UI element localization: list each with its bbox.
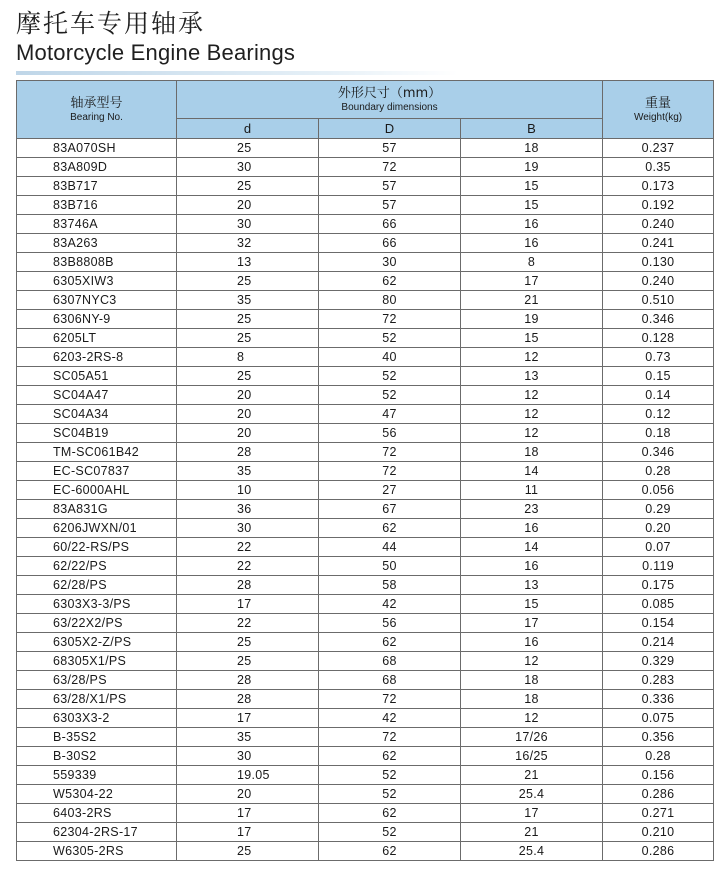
width-cell: 15: [461, 196, 603, 215]
width-cell: 16: [461, 557, 603, 576]
header-boundary-dimensions: [177, 81, 603, 119]
outer-diameter-cell: 57: [319, 177, 461, 196]
bearing-no-cell: 6303X3-2: [17, 709, 177, 728]
table-row: [17, 842, 714, 861]
inner-diameter-cell: 8: [177, 348, 319, 367]
weight-cell: 0.346: [603, 310, 714, 329]
outer-diameter-cell: 52: [319, 823, 461, 842]
width-cell: 11: [461, 481, 603, 500]
weight-cell: 0.173: [603, 177, 714, 196]
inner-diameter-cell: 28: [177, 671, 319, 690]
table-row: [17, 348, 714, 367]
outer-diameter-cell: 68: [319, 671, 461, 690]
bearing-no-cell: 83A263: [17, 234, 177, 253]
inner-diameter-cell: 35: [177, 291, 319, 310]
width-cell: 15: [461, 329, 603, 348]
table-row: [17, 272, 714, 291]
bearing-no-cell: 62/28/PS: [17, 576, 177, 595]
table-row: [17, 595, 714, 614]
bearing-no-cell: 83A809D: [17, 158, 177, 177]
width-cell: 16/25: [461, 747, 603, 766]
bearing-no-cell: 6305X2-Z/PS: [17, 633, 177, 652]
width-cell: 17: [461, 614, 603, 633]
table-row: [17, 519, 714, 538]
bearing-no-cell: 60/22-RS/PS: [17, 538, 177, 557]
outer-diameter-cell: 52: [319, 785, 461, 804]
inner-diameter-cell: 28: [177, 690, 319, 709]
width-cell: 12: [461, 405, 603, 424]
inner-diameter-cell: 17: [177, 709, 319, 728]
weight-cell: 0.20: [603, 519, 714, 538]
bearing-no-cell: 62/22/PS: [17, 557, 177, 576]
table-row: [17, 538, 714, 557]
bearing-no-cell: EC-SC07837: [17, 462, 177, 481]
weight-cell: 0.175: [603, 576, 714, 595]
width-cell: 18: [461, 443, 603, 462]
table-row: [17, 253, 714, 272]
outer-diameter-cell: 56: [319, 424, 461, 443]
table-row: [17, 576, 714, 595]
weight-cell: 0.346: [603, 443, 714, 462]
inner-diameter-cell: 13: [177, 253, 319, 272]
header-d-inner: d: [177, 119, 319, 139]
page-title-chinese: 摩托车专用轴承: [16, 9, 206, 38]
inner-diameter-cell: 25: [177, 177, 319, 196]
inner-diameter-cell: 22: [177, 538, 319, 557]
width-cell: 15: [461, 177, 603, 196]
bearing-no-cell: 63/22X2/PS: [17, 614, 177, 633]
bearing-no-cell: 559339: [17, 766, 177, 785]
table-row: [17, 652, 714, 671]
weight-cell: 0.29: [603, 500, 714, 519]
weight-cell: 0.210: [603, 823, 714, 842]
table-row: [17, 690, 714, 709]
table-row: [17, 291, 714, 310]
bearing-no-cell: 83A831G: [17, 500, 177, 519]
width-cell: 12: [461, 709, 603, 728]
weight-cell: 0.28: [603, 747, 714, 766]
width-cell: 16: [461, 519, 603, 538]
bearing-no-cell: 83A070SH: [17, 139, 177, 158]
header-weight: [603, 81, 714, 139]
weight-cell: 0.286: [603, 785, 714, 804]
weight-cell: 0.283: [603, 671, 714, 690]
outer-diameter-cell: 68: [319, 652, 461, 671]
weight-cell: 0.15: [603, 367, 714, 386]
table-row: [17, 158, 714, 177]
inner-diameter-cell: 25: [177, 842, 319, 861]
weight-cell: 0.130: [603, 253, 714, 272]
weight-cell: 0.085: [603, 595, 714, 614]
width-cell: 23: [461, 500, 603, 519]
outer-diameter-cell: 27: [319, 481, 461, 500]
outer-diameter-cell: 72: [319, 158, 461, 177]
width-cell: 21: [461, 766, 603, 785]
inner-diameter-cell: 25: [177, 367, 319, 386]
bearing-no-cell: SC04B19: [17, 424, 177, 443]
outer-diameter-cell: 57: [319, 139, 461, 158]
header-B-width: B: [461, 119, 603, 139]
outer-diameter-cell: 47: [319, 405, 461, 424]
table-row: [17, 215, 714, 234]
inner-diameter-cell: 30: [177, 158, 319, 177]
bearing-no-cell: 6205LT: [17, 329, 177, 348]
header-D-outer: D: [319, 119, 461, 139]
weight-cell: 0.356: [603, 728, 714, 747]
table-row: [17, 462, 714, 481]
width-cell: 21: [461, 823, 603, 842]
weight-cell: 0.35: [603, 158, 714, 177]
width-cell: 17: [461, 804, 603, 823]
weight-cell: 0.240: [603, 215, 714, 234]
outer-diameter-cell: 66: [319, 215, 461, 234]
inner-diameter-cell: 28: [177, 576, 319, 595]
table-row: [17, 443, 714, 462]
outer-diameter-cell: 62: [319, 272, 461, 291]
table-row: [17, 785, 714, 804]
width-cell: 12: [461, 386, 603, 405]
bearing-no-cell: 83746A: [17, 215, 177, 234]
bearing-no-cell: 6203-2RS-8: [17, 348, 177, 367]
width-cell: 14: [461, 462, 603, 481]
inner-diameter-cell: 25: [177, 139, 319, 158]
table-row: [17, 329, 714, 348]
header-dims-zh: 外形尺寸（mm）: [337, 85, 442, 101]
outer-diameter-cell: 62: [319, 519, 461, 538]
table-row: [17, 747, 714, 766]
width-cell: 14: [461, 538, 603, 557]
table-row: [17, 424, 714, 443]
bearing-no-cell: 6403-2RS: [17, 804, 177, 823]
table-row: [17, 557, 714, 576]
width-cell: 13: [461, 576, 603, 595]
weight-cell: 0.271: [603, 804, 714, 823]
table-row: [17, 196, 714, 215]
inner-diameter-cell: 17: [177, 823, 319, 842]
outer-diameter-cell: 52: [319, 386, 461, 405]
table-row: [17, 405, 714, 424]
inner-diameter-cell: 10: [177, 481, 319, 500]
table-row: [17, 234, 714, 253]
weight-cell: 0.241: [603, 234, 714, 253]
table-row: [17, 386, 714, 405]
weight-cell: 0.156: [603, 766, 714, 785]
header-bearing-no: [17, 81, 177, 139]
table-body: [17, 139, 714, 861]
inner-diameter-cell: 20: [177, 405, 319, 424]
header-weight-zh: 重量: [645, 95, 672, 111]
outer-diameter-cell: 80: [319, 291, 461, 310]
table-row: [17, 633, 714, 652]
table-row: [17, 367, 714, 386]
table-row: [17, 766, 714, 785]
weight-cell: 0.214: [603, 633, 714, 652]
bearing-no-cell: EC-6000AHL: [17, 481, 177, 500]
bearing-no-cell: 83B717: [17, 177, 177, 196]
width-cell: 18: [461, 671, 603, 690]
weight-cell: 0.075: [603, 709, 714, 728]
outer-diameter-cell: 62: [319, 633, 461, 652]
header-weight-en: Weight(kg): [633, 111, 683, 123]
table-row: [17, 709, 714, 728]
bearing-no-cell: 6307NYC3: [17, 291, 177, 310]
width-cell: 15: [461, 595, 603, 614]
outer-diameter-cell: 62: [319, 842, 461, 861]
weight-cell: 0.286: [603, 842, 714, 861]
table-row: [17, 823, 714, 842]
inner-diameter-cell: 28: [177, 443, 319, 462]
inner-diameter-cell: 20: [177, 785, 319, 804]
header-bearing-no-en: Bearing No.: [70, 111, 123, 123]
width-cell: 16: [461, 633, 603, 652]
bearing-no-cell: 63/28/PS: [17, 671, 177, 690]
inner-diameter-cell: 25: [177, 272, 319, 291]
weight-cell: 0.510: [603, 291, 714, 310]
outer-diameter-cell: 72: [319, 690, 461, 709]
bearing-no-cell: 68305X1/PS: [17, 652, 177, 671]
outer-diameter-cell: 57: [319, 196, 461, 215]
outer-diameter-cell: 66: [319, 234, 461, 253]
bearing-no-cell: B-30S2: [17, 747, 177, 766]
width-cell: 12: [461, 348, 603, 367]
weight-cell: 0.07: [603, 538, 714, 557]
weight-cell: 0.154: [603, 614, 714, 633]
weight-cell: 0.119: [603, 557, 714, 576]
page-title-english: Motorcycle Engine Bearings: [16, 40, 296, 65]
width-cell: 17: [461, 272, 603, 291]
inner-diameter-cell: 20: [177, 386, 319, 405]
outer-diameter-cell: 40: [319, 348, 461, 367]
weight-cell: 0.240: [603, 272, 714, 291]
bearing-no-cell: 83B716: [17, 196, 177, 215]
table-row: [17, 671, 714, 690]
weight-cell: 0.237: [603, 139, 714, 158]
weight-cell: 0.056: [603, 481, 714, 500]
table-row: [17, 500, 714, 519]
table-row: [17, 614, 714, 633]
outer-diameter-cell: 52: [319, 766, 461, 785]
width-cell: 25.4: [461, 842, 603, 861]
inner-diameter-cell: 30: [177, 215, 319, 234]
bearing-no-cell: W6305-2RS: [17, 842, 177, 861]
table-row: [17, 177, 714, 196]
table-row: [17, 310, 714, 329]
outer-diameter-cell: 62: [319, 747, 461, 766]
weight-cell: 0.192: [603, 196, 714, 215]
width-cell: 12: [461, 424, 603, 443]
inner-diameter-cell: 17: [177, 804, 319, 823]
inner-diameter-cell: 22: [177, 557, 319, 576]
width-cell: 16: [461, 215, 603, 234]
outer-diameter-cell: 72: [319, 443, 461, 462]
outer-diameter-cell: 62: [319, 804, 461, 823]
outer-diameter-cell: 72: [319, 462, 461, 481]
inner-diameter-cell: 25: [177, 633, 319, 652]
title-underline: [16, 71, 458, 75]
bearing-no-cell: SC04A47: [17, 386, 177, 405]
width-cell: 17/26: [461, 728, 603, 747]
header-bearing-no-zh: 轴承型号: [70, 95, 123, 111]
table-row: [17, 804, 714, 823]
width-cell: 19: [461, 310, 603, 329]
table-row: [17, 139, 714, 158]
inner-diameter-cell: 20: [177, 196, 319, 215]
width-cell: 13: [461, 367, 603, 386]
outer-diameter-cell: 30: [319, 253, 461, 272]
width-cell: 12: [461, 652, 603, 671]
width-cell: 8: [461, 253, 603, 272]
bearing-no-cell: TM-SC061B42: [17, 443, 177, 462]
inner-diameter-cell: 19.05: [177, 766, 319, 785]
outer-diameter-cell: 56: [319, 614, 461, 633]
inner-diameter-cell: 22: [177, 614, 319, 633]
outer-diameter-cell: 72: [319, 310, 461, 329]
bearing-no-cell: 6206JWXN/01: [17, 519, 177, 538]
outer-diameter-cell: 50: [319, 557, 461, 576]
inner-diameter-cell: 35: [177, 462, 319, 481]
inner-diameter-cell: 20: [177, 424, 319, 443]
weight-cell: 0.18: [603, 424, 714, 443]
outer-diameter-cell: 52: [319, 329, 461, 348]
bearing-no-cell: SC05A51: [17, 367, 177, 386]
outer-diameter-cell: 52: [319, 367, 461, 386]
width-cell: 25.4: [461, 785, 603, 804]
outer-diameter-cell: 67: [319, 500, 461, 519]
inner-diameter-cell: 25: [177, 310, 319, 329]
inner-diameter-cell: 32: [177, 234, 319, 253]
bearing-no-cell: 63/28/X1/PS: [17, 690, 177, 709]
outer-diameter-cell: 42: [319, 595, 461, 614]
weight-cell: 0.28: [603, 462, 714, 481]
bearing-no-cell: 62304-2RS-17: [17, 823, 177, 842]
inner-diameter-cell: 17: [177, 595, 319, 614]
width-cell: 18: [461, 139, 603, 158]
width-cell: 19: [461, 158, 603, 177]
outer-diameter-cell: 58: [319, 576, 461, 595]
bearing-no-cell: B-35S2: [17, 728, 177, 747]
width-cell: 21: [461, 291, 603, 310]
width-cell: 18: [461, 690, 603, 709]
table-row: [17, 481, 714, 500]
bearing-no-cell: 6306NY-9: [17, 310, 177, 329]
inner-diameter-cell: 25: [177, 652, 319, 671]
bearing-no-cell: SC04A34: [17, 405, 177, 424]
outer-diameter-cell: 44: [319, 538, 461, 557]
header-dims-en: Boundary dimensions: [341, 101, 438, 113]
inner-diameter-cell: 36: [177, 500, 319, 519]
outer-diameter-cell: 42: [319, 709, 461, 728]
inner-diameter-cell: 35: [177, 728, 319, 747]
inner-diameter-cell: 30: [177, 747, 319, 766]
weight-cell: 0.14: [603, 386, 714, 405]
weight-cell: 0.336: [603, 690, 714, 709]
weight-cell: 0.128: [603, 329, 714, 348]
width-cell: 16: [461, 234, 603, 253]
table-row: [17, 728, 714, 747]
weight-cell: 0.73: [603, 348, 714, 367]
bearing-no-cell: 83B8808B: [17, 253, 177, 272]
bearings-table: [16, 80, 714, 861]
weight-cell: 0.12: [603, 405, 714, 424]
inner-diameter-cell: 25: [177, 329, 319, 348]
bearing-no-cell: 6303X3-3/PS: [17, 595, 177, 614]
weight-cell: 0.329: [603, 652, 714, 671]
outer-diameter-cell: 72: [319, 728, 461, 747]
inner-diameter-cell: 30: [177, 519, 319, 538]
bearing-no-cell: W5304-22: [17, 785, 177, 804]
bearing-no-cell: 6305XIW3: [17, 272, 177, 291]
